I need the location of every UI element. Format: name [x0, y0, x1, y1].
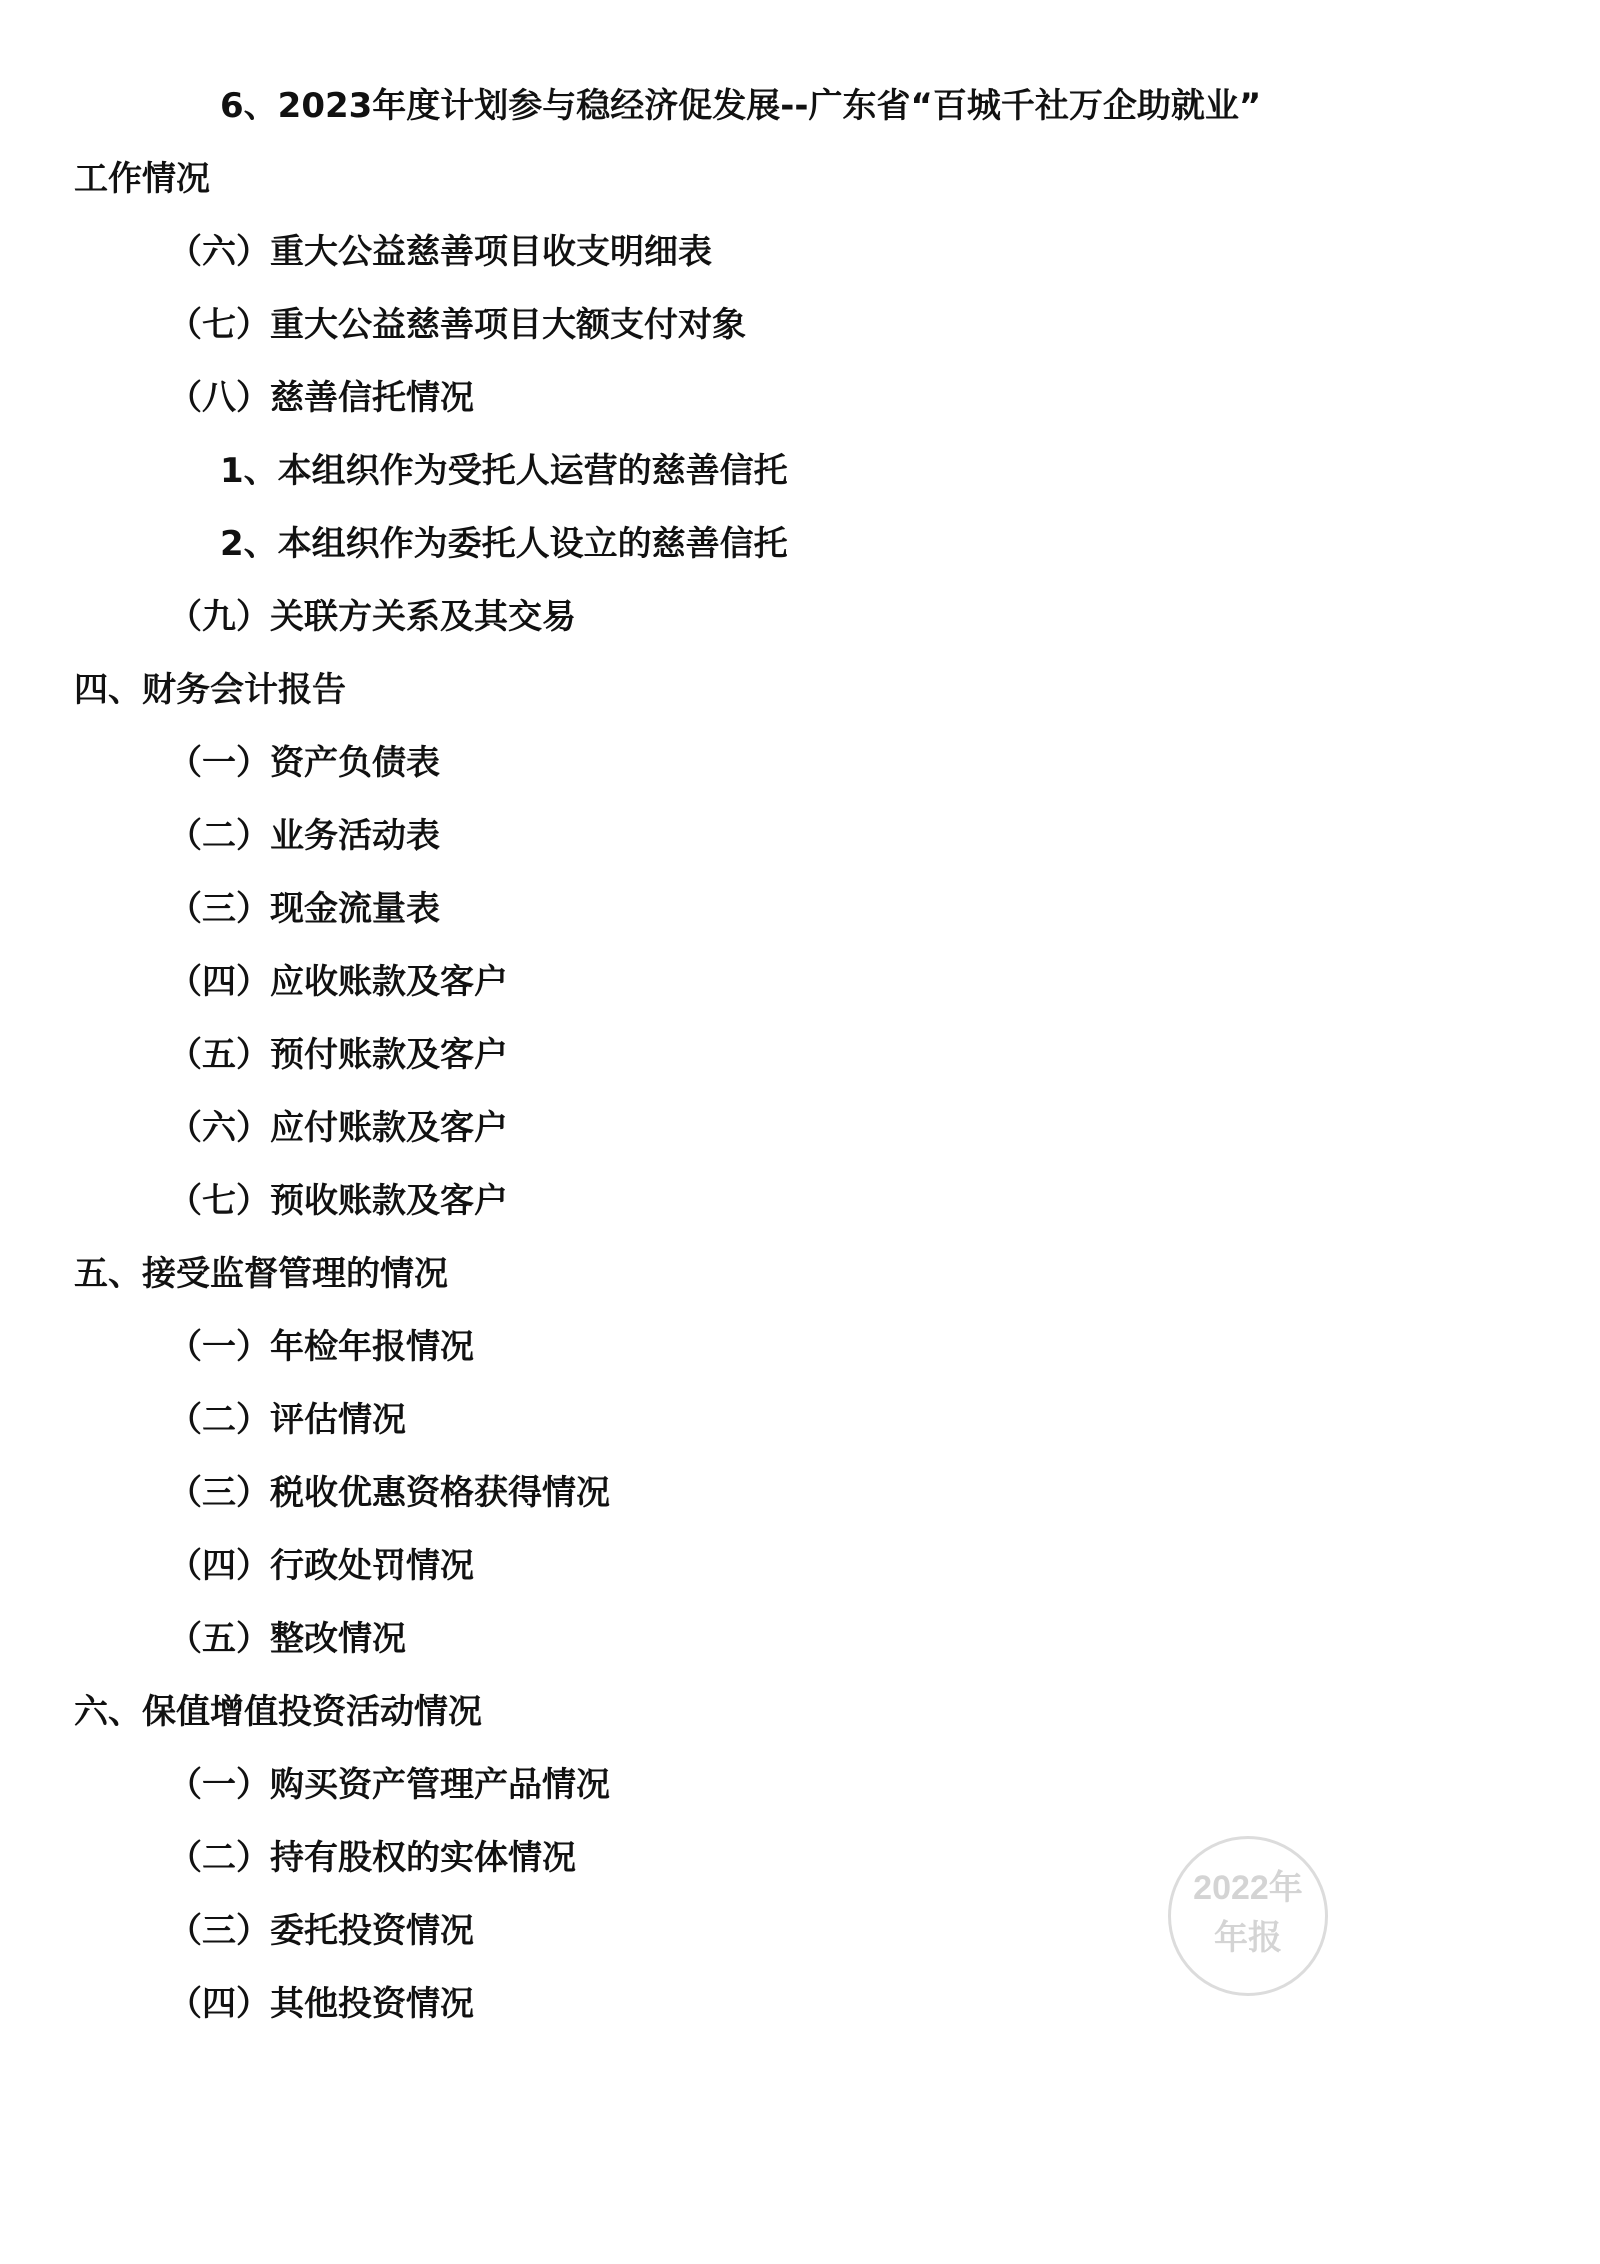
- toc-entry[interactable]: （六）重大公益慈善项目收支明细表: [168, 232, 712, 272]
- annual-report-stamp: [1168, 1836, 1328, 1996]
- toc-entry[interactable]: （九）关联方关系及其交易: [168, 597, 576, 637]
- toc-entry[interactable]: （四）行政处罚情况: [168, 1546, 474, 1586]
- toc-entry[interactable]: 四、财务会计报告: [74, 670, 346, 710]
- toc-entry[interactable]: （一）资产负债表: [168, 743, 440, 783]
- toc-entry[interactable]: （六）应付账款及客户: [168, 1108, 508, 1148]
- stamp-year: 2022年: [1193, 1869, 1303, 1907]
- toc-entry[interactable]: （一）购买资产管理产品情况: [168, 1765, 610, 1805]
- toc-entry[interactable]: 2、本组织作为委托人设立的慈善信托: [220, 524, 788, 564]
- toc-entry[interactable]: （七）重大公益慈善项目大额支付对象: [168, 305, 746, 345]
- toc-entry[interactable]: （四）其他投资情况: [168, 1984, 474, 2024]
- toc-entry[interactable]: （七）预收账款及客户: [168, 1181, 508, 1221]
- toc-entry[interactable]: （四）应收账款及客户: [168, 962, 508, 1002]
- toc-entry[interactable]: （三）现金流量表: [168, 889, 440, 929]
- toc-entry[interactable]: 1、本组织作为受托人运营的慈善信托: [220, 451, 788, 491]
- toc-entry[interactable]: （一）年检年报情况: [168, 1327, 474, 1367]
- toc-entry[interactable]: （三）委托投资情况: [168, 1911, 474, 1951]
- toc-entry[interactable]: （五）预付账款及客户: [168, 1035, 508, 1075]
- toc-entry[interactable]: 6、2023年度计划参与稳经济促发展--广东省“百城千社万企助就业”: [220, 86, 1262, 126]
- toc-entry[interactable]: （五）整改情况: [168, 1619, 406, 1659]
- toc-entry[interactable]: （三）税收优惠资格获得情况: [168, 1473, 610, 1513]
- toc-entry[interactable]: （二）业务活动表: [168, 816, 440, 856]
- toc-entry[interactable]: （二）评估情况: [168, 1400, 406, 1440]
- toc-entry[interactable]: 五、接受监督管理的情况: [74, 1254, 448, 1294]
- toc-entry[interactable]: （二）持有股权的实体情况: [168, 1838, 576, 1878]
- toc-entry[interactable]: 六、保值增值投资活动情况: [74, 1692, 482, 1732]
- stamp-label: 年报: [1214, 1919, 1282, 1957]
- toc-entry[interactable]: 工作情况: [74, 159, 210, 199]
- toc-entry[interactable]: （八）慈善信托情况: [168, 378, 474, 418]
